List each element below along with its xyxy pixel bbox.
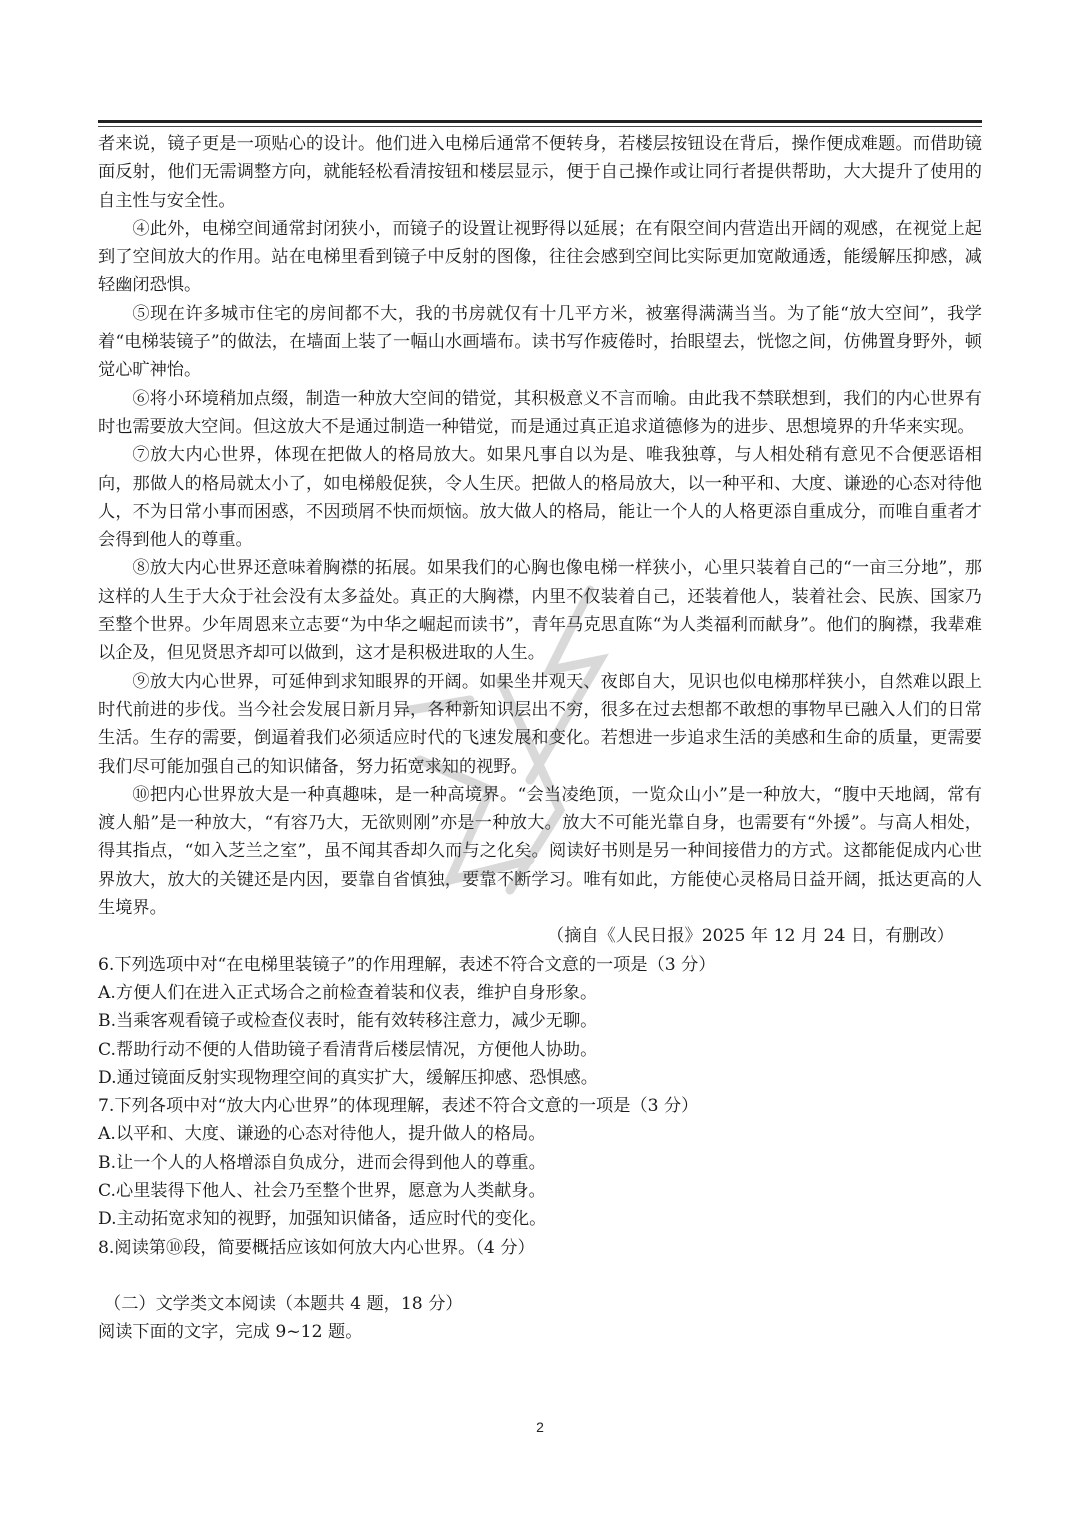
question-6-option-c: C.帮助行动不便的人借助镜子看清背后楼层情况，方便他人协助。 [98, 1039, 598, 1060]
question-6-stem: 6.下列选项中对“在电梯里装镜子”的作用理解，表述不符合文意的一项是（3 分） [98, 954, 716, 975]
question-6-option-d: D.通过镜面反射实现物理空间的真实扩大，缓解压抑感、恐惧感。 [98, 1067, 598, 1088]
paragraph-7: ⑦放大内心世界，体现在把做人的格局放大。如果凡事自以为是、唯我独尊，与人相处稍有意见不合便恶语相向，那做人的格局就太小了，如电梯般促狭，令人生厌。把做人的格局放大，以一种平和、大度、谦逊的心态对待他人，不为日常小事而困惑，不因琐屑不快而烦恼。放大做人的格局，能让一个人的人格更添自重成分，而唯自重者才会得到他人的尊重。 [98, 445, 982, 551]
question-6-option-b: B.当乘客观看镜子或检查仪表时，能有效转移注意力，减少无聊。 [98, 1011, 598, 1032]
paragraph-5: ⑤现在许多城市住宅的房间都不大，我的书房就仅有十几平方米，被塞得满满当当。为了能“放大空间”，我学着“电梯装镜子”的做法，在墙面上装了一幅山水画墙布。读书写作疲倦时，抬眼望去，恍惚之间，仿佛置身野外，顿觉心旷神怡。 [98, 303, 982, 381]
page-content [98, 130, 982, 1347]
paragraph-4: ④此外，电梯空间通常封闭狭小，而镜子的设置让视野得以延展；在有限空间内营造出开阔的观感，在视觉上起到了空间放大的作用。站在电梯里看到镜子中反射的图像，往往会感到空间比实际更加宽敞通透，能缓解压抑感，减轻幽闭恐惧。 [98, 218, 982, 296]
question-6-option-a: A.方便人们在进入正式场合之前检查着装和仪表，维护自身形象。 [98, 982, 598, 1003]
source-citation: （摘自《人民日报》2025 年 12 月 24 日，有删改） [547, 926, 954, 947]
question-7-option-d: D.主动拓宽求知的视野，加强知识储备，适应时代的变化。 [98, 1209, 547, 1230]
section-2-heading: （二）文学类文本阅读（本题共 4 题，18 分） [104, 1294, 463, 1315]
paragraph-8: ⑧放大内心世界还意味着胸襟的拓展。如果我们的心胸也像电梯一样狭小，心里只装着自己的“一亩三分地”，那这样的人生于大众于社会没有太多益处。真正的大胸襟，内里不仅装着自己，还装着他人，装着社会、民族、国家乃至整个世界。少年周恩来立志要“为中华之崛起而读书”，青年马克思直陈“为人类福利而献身”。他们的胸襟，我辈难以企及，但见贤思齐却可以做到，这才是积极进取的人生。 [98, 558, 982, 664]
question-7-option-a: A.以平和、大度、谦逊的心态对待他人，提升做人的格局。 [98, 1124, 546, 1145]
paragraph-10: ⑩把内心世界放大是一种真趣味，是一种高境界。“会当凌绝顶，一览众山小”是一种放大，“腹中天地阔，常有渡人船”是一种放大，“有容乃大，无欲则刚”亦是一种放大。放大不可能光靠自身，也需要有“外援”。与高人相处，得其指点，“如入芝兰之室”，虽不闻其香却久而与之化矣。阅读好书则是另一种间接借力的方式。这都能促成内心世界放大，放大的关键还是内因，要靠自省慎独，要靠不断学习。唯有如此，方能使心灵格局日益开阔，抵达更高的人生境界。 [98, 784, 982, 919]
page-number: 2 [536, 1419, 544, 1435]
question-7-option-b: B.让一个人的人格增添自负成分，进而会得到他人的尊重。 [98, 1152, 546, 1173]
paragraph-9: ⑨放大内心世界，可延伸到求知眼界的开阔。如果坐井观天、夜郎自大，见识也似电梯那样狭小，自然难以跟上时代前进的步伐。当今社会发展日新月异，各种新知识层出不穷，很多在过去想都不敢想的事物早已融入人们的日常生活。生存的需要，倒逼着我们必须适应时代的飞速发展和变化。若想进一步追求生活的美感和生命的质量，更需要我们尽可能加强自己的知识储备，努力拓宽求知的视野。 [98, 671, 982, 777]
paragraph-continued: 者来说，镜子更是一项贴心的设计。他们进入电梯后通常不便转身，若楼层按钮设在背后，操作便成难题。而借助镜面反射，他们无需调整方向，就能轻松看清按钮和楼层显示，便于自己操作或让同行者提供帮助，大大提升了使用的自主性与安全性。 [98, 134, 982, 211]
header-rule-thick [98, 120, 982, 123]
question-7-stem: 7.下列各项中对“放大内心世界”的体现理解，表述不符合文意的一项是（3 分） [98, 1096, 699, 1117]
answer-space [98, 1262, 982, 1290]
paragraph-6: ⑥将小环境稍加点缀，制造一种放大空间的错觉，其积极意义不言而喻。由此我不禁联想到，我们的内心世界有时也需要放大空间。但这放大不是通过制造一种错觉，而是通过真正追求道德修为的进步、思想境界的升华来实现。 [98, 388, 982, 437]
header-rule-thin [98, 126, 982, 127]
question-8-stem: 8.阅读第⑩段，简要概括应该如何放大内心世界。（4 分） [98, 1237, 535, 1258]
question-7-option-c: C.心里装得下他人、社会乃至整个世界，愿意为人类献身。 [98, 1180, 546, 1201]
section-2-instruction: 阅读下面的文字，完成 9~12 题。 [98, 1322, 363, 1343]
